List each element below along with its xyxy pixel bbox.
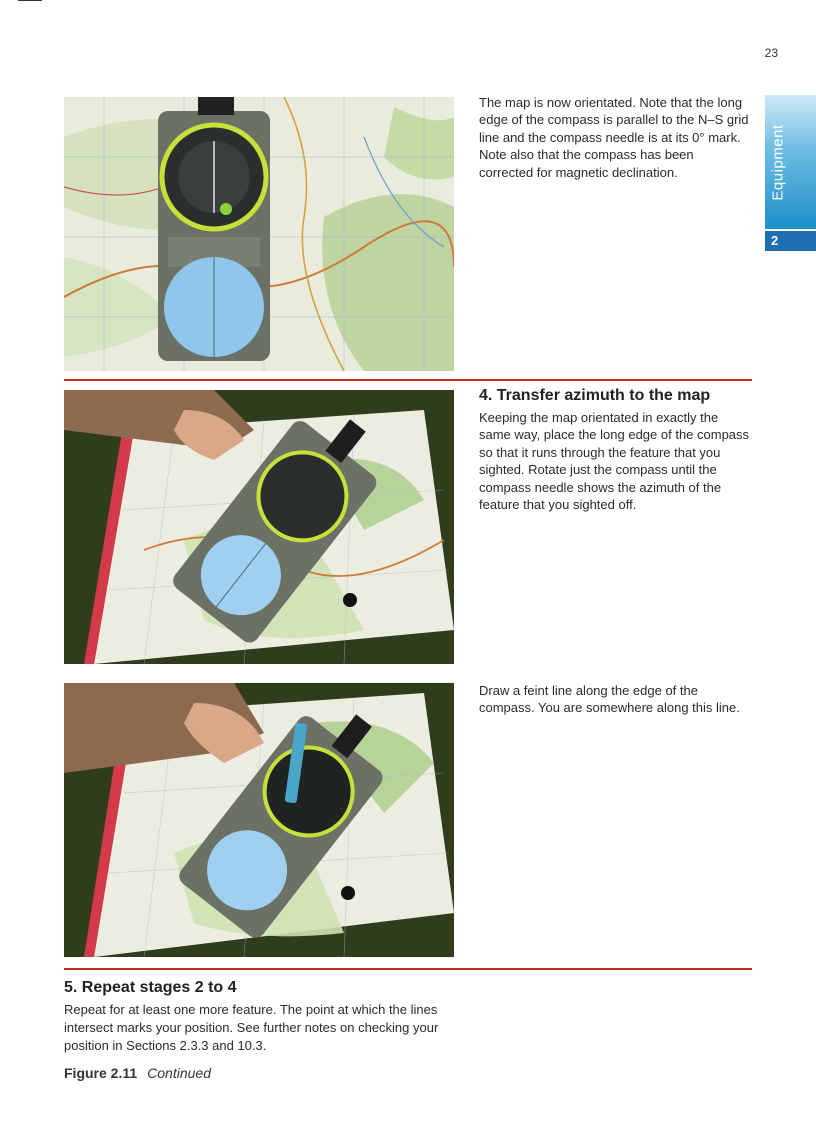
figure-label: Figure 2.11 <box>64 1065 138 1081</box>
section-tab-label: Equipment <box>769 123 787 201</box>
figure-caption <box>64 1065 211 1081</box>
heading-repeat-stages: 5. Repeat stages 2 to 4 <box>64 979 237 996</box>
section-divider <box>64 379 752 381</box>
photo-compass-on-map <box>64 97 454 371</box>
chapter-number-box <box>765 231 816 251</box>
photo-hand-placing-compass <box>64 390 454 664</box>
page-number: 23 <box>764 46 778 60</box>
photo-drawing-line <box>64 683 454 957</box>
photo-compass-on-map-illustration <box>64 97 454 371</box>
section-tab-label-wrap <box>765 95 791 229</box>
heading-transfer-azimuth: 4. Transfer azimuth to the map <box>479 387 711 404</box>
text-transfer-azimuth: Keeping the map orientated in exactly the same way, place the long edge of the compass so that it runs through the feature that you sighted. Rotate just the compass until the compass needle shows the azimuth of the feature that you sighted off. <box>479 410 750 513</box>
text-map-orientated: The map is now orientated. Note that the long edge of the compass is parallel to the N–S grid line and the compass needle is at its 0° mark. Note also that the compass has been corrected for magnetic declination. <box>479 95 749 180</box>
text-repeat-stages: Repeat for at least one more feature. The point at which the lines intersect marks your position. See further notes on checking your position in Sections 2.3.3 and 10.3. <box>64 1002 439 1053</box>
section-divider-bottom <box>64 968 752 970</box>
text-draw-line: Draw a feint line along the edge of the compass. You are somewhere along this line. <box>479 683 740 716</box>
corner-crop-mark <box>18 0 42 1</box>
photo-drawing-line-illustration <box>64 683 454 957</box>
chapter-number: 2 <box>771 233 779 248</box>
photo-hand-placing-compass-illustration <box>64 390 454 664</box>
figure-continued: Continued <box>147 1065 211 1081</box>
